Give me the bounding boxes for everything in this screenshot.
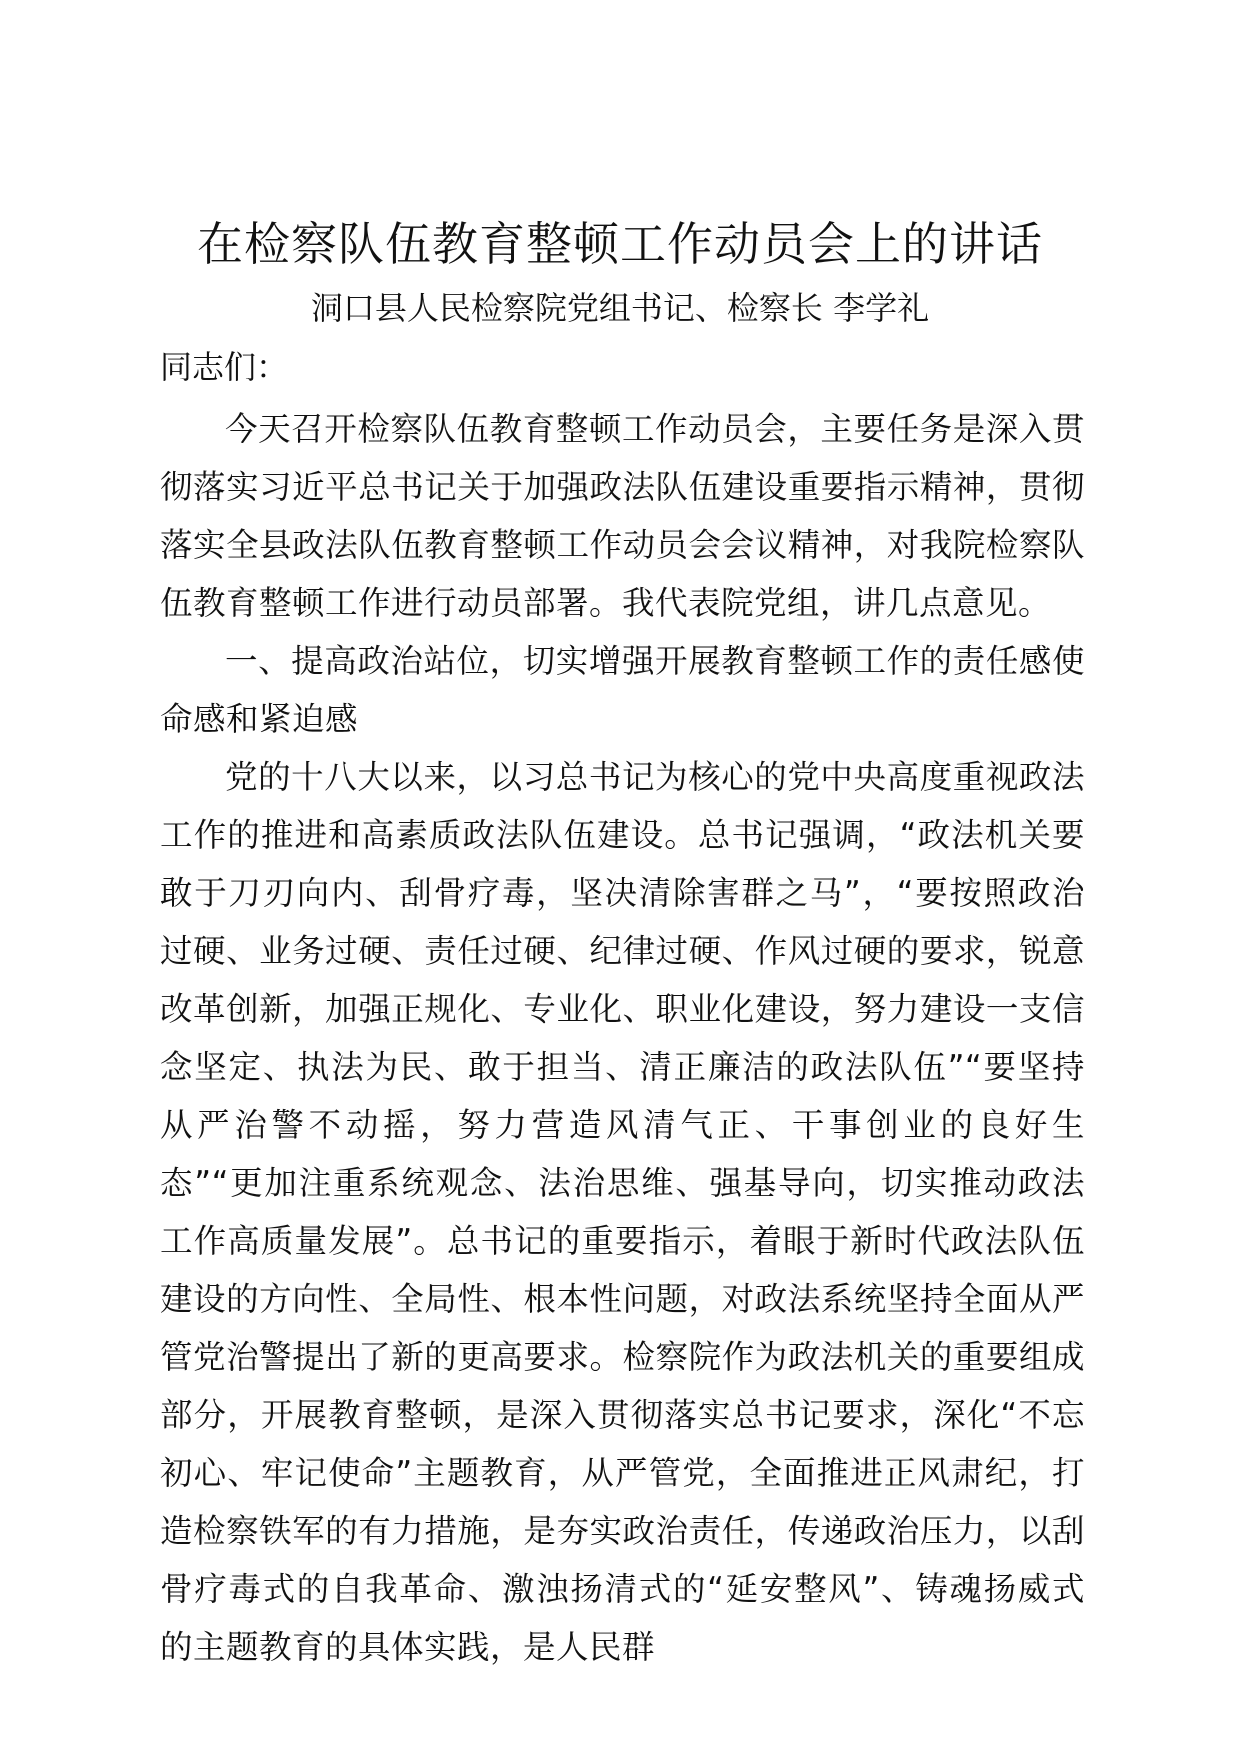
salutation: 同志们： [160, 348, 289, 386]
document-title: 在检察队伍教育整顿工作动员会上的讲话 [197, 217, 1043, 271]
paragraph-intro: 今天召开检察队伍教育整顿工作动员会，主要任务是深入贯彻落实习近平总书记关于加强政法队伍建设重要指示精神，贯彻落实全县政法队伍教育整顿工作动员会会议精神，对我院检察队伍教育整顿工作进行动员部署。我代表院党组，讲几点意见。 [160, 410, 1085, 622]
section-heading-1: 一、提高政治站位，切实增强开展教育整顿工作的责任感使命感和紧迫感 [160, 642, 1085, 738]
paragraph-section-1: 党的十八大以来，以习总书记为核心的党中央高度重视政法工作的推进和高素质政法队伍建设。总书记强调，“政法机关要敢于刀刃向内、刮骨疗毒，坚决清除害群之马”，“要按照政治过硬、业务过硬、责任过硬、纪律过硬、作风过硬的要求，锐意改革创新，加强正规化、专业化、职业化建设，努力建设一支信念坚定、执法为民、敢于担当、清正廉洁的政法队伍”“要坚持从严治警不动摇，努力营造风清气正、干事创业的良好生态”“更加注重系统观念、法治思维、强基导向，切实推动政法工作高质量发展”。总书记的重要指示，着眼于新时代政法队伍建设的方向性、全局性、根本性问题，对政法系统坚持全面从严管党治警提出了新的更高要求。检察院作为政法机关的重要组成部分，开展教育整顿，是深入贯彻落实总书记要求，深化“不忘初心、牢记使命”主题教育，从严管党，全面推进正风肃纪，打造检察铁军的有力措施，是夯实政治责任，传递政治压力，以刮骨疗毒式的自我革命、激浊扬清式的“延安整风”、铸魂扬威式的主题教育的具体实践，是人民群 [160, 758, 1085, 1666]
document-body [160, 400, 1085, 1676]
author-byline: 洞口县人民检察院党组书记、检察长 李学礼 [310, 289, 930, 327]
